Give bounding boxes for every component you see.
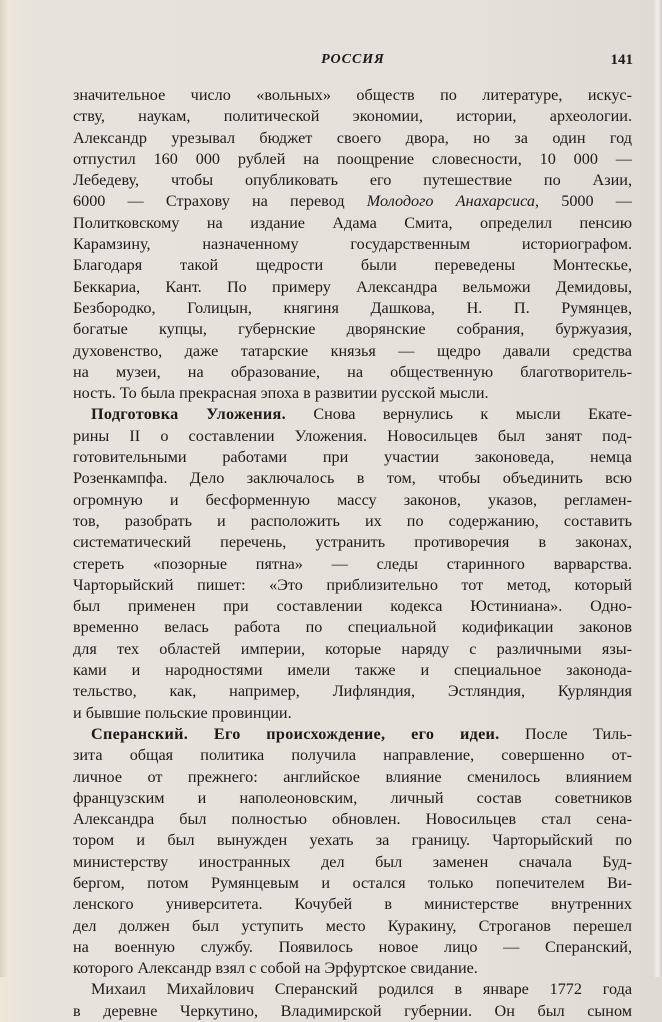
text-line: значительное число «вольных» обществ по литературе, искус-	[73, 86, 632, 104]
text-line: готовительными работами при участии законоведа, немца	[73, 448, 632, 467]
text-line: дел должен был уступить место Куракину, Строганов перешел	[73, 916, 632, 935]
text-line: тельство, как, например, Лифляндия, Эстляндия, Курляндия	[73, 682, 632, 701]
text-line: систематический перечень, устранить противоречия в законах,	[73, 533, 632, 552]
section-heading: Сперанский. Его происхождение, его идеи.	[91, 724, 500, 743]
text-line: Михаил Михайлович Сперанский родился в январе 1772 года	[91, 980, 632, 999]
body-text	[73, 85, 632, 1022]
text-line: огромную и бесформенную массу законов, указов, регламен-	[73, 490, 632, 509]
page-number: 141	[610, 52, 633, 68]
text-line: Чарторыйский пишет: «Это приблизительно тот метод, который	[73, 575, 632, 594]
text-line: Розенкампфа. Дело заключалось в том, чтобы объединить всю	[73, 469, 632, 488]
text-line: французским и наполеоновским, личный состав советников	[73, 788, 632, 807]
text-line: Безбородко, Голицын, княгиня Дашкова, Н. П. Румянцев,	[73, 298, 632, 317]
text-line: зита общая политика получила направление, совершенно от-	[73, 746, 632, 765]
text-line: рины II о составлении Уложения. Новосильцев был занят под-	[73, 426, 632, 445]
text-line: для тех областей империи, которые наряду с различными язы-	[73, 639, 632, 658]
text-line: бергом, потом Румянцевым и остался только попечителем Ви-	[73, 873, 632, 892]
text-line: Карамзину, назначенному государственным историографом.	[73, 235, 632, 254]
text-line: Политковскому на издание Адама Смита, определил пенсию	[73, 213, 632, 232]
text-line: ству, наукам, политической экономии, истории, археологии.	[73, 107, 632, 126]
text-line: Лебедеву, чтобы опубликовать его путешествие по Азии,	[73, 171, 632, 190]
italic-title: Молодого Анахарсиса	[366, 192, 536, 211]
text-line: временно велась работа по специальной кодификации законов	[73, 618, 632, 637]
text-line: 6000 — Страхову на перевод Молодого Анахарсиса, 5000 —	[73, 192, 632, 211]
text-line: ленского университета. Кочубей в министерстве внутренних	[73, 895, 632, 914]
text-line: и бывшие польские провинции.	[73, 703, 292, 722]
text-line: тов, разобрать и расположить их по содержанию, составить	[73, 511, 632, 530]
text-line: на военную службу. Появилось новое лицо — Сперанский,	[73, 937, 632, 956]
text-line: духовенство, даже татарские князья — щедро давали средства	[73, 341, 632, 360]
text-line: Александр урезывал бюджет своего двора, но за один год	[73, 128, 632, 147]
text-line: личное от прежнего: английское влияние сменилось влиянием	[73, 767, 632, 786]
page-right-edge	[652, 0, 662, 977]
running-head-title: РОССИЯ	[321, 52, 385, 67]
text-line: стереть «позорные пятна» — следы старинного варварства.	[73, 554, 632, 573]
text-line: которого Александр взял с собой на Эрфуртское свидание.	[73, 959, 478, 978]
text-line: ками и народностями имели также и специальное законода-	[73, 661, 632, 680]
text-line: Благодаря такой щедрости были переведены Монтескье,	[73, 256, 632, 275]
text-line: ность. То была прекрасная эпоха в развитии русской мысли.	[73, 384, 489, 403]
section-heading: Подготовка Уложения.	[91, 405, 286, 424]
text-line: министерству иностранных дел был заменен сначала Буд-	[73, 852, 632, 871]
text-line: на музеи, на образование, на общественную благотворитель-	[73, 362, 632, 381]
text-line: был применен при составлении кодекса Юстиниана». Одно-	[73, 597, 632, 616]
text-line: богатые купцы, губернские дворянские собрания, буржуазия,	[73, 320, 632, 339]
running-head	[73, 52, 633, 72]
text-line: тором и был вынужден уехать за границу. Чарторыйский по	[73, 831, 632, 850]
text-line: в деревне Черкутино, Владимирской губернии. Он был сыном	[73, 1001, 632, 1020]
page-left-edge	[0, 0, 8, 977]
section-heading-line: Сперанский. Его происхождение, его идеи. После Тиль-	[91, 724, 632, 743]
text-line: Беккариа, Кант. По примеру Александра вельможи Демидовы,	[73, 277, 632, 296]
text-line: отпустил 160 000 рублей на поощрение словесности, 10 000 —	[73, 149, 632, 168]
section-heading-line: Подготовка Уложения. Снова вернулись к мысли Екате-	[91, 405, 632, 424]
text-line: Александра был полностью обновлен. Новосильцев стал сена-	[73, 810, 632, 829]
